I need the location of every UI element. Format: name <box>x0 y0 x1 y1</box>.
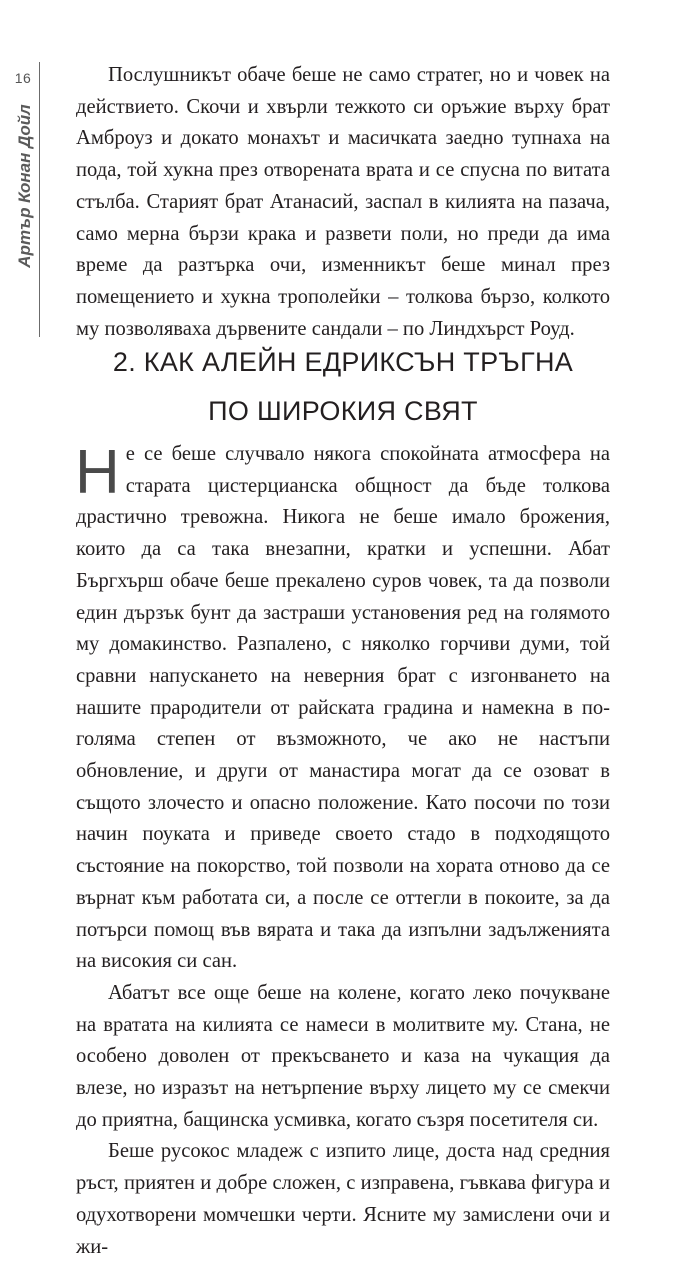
chapter-title-line-1: 2. КАК АЛЕЙН ЕДРИКСЪН ТРЪГНА <box>112 347 574 377</box>
paragraph-first <box>76 439 610 978</box>
drop-cap: Н <box>75 438 120 507</box>
paragraph: Абатът все още беше на колене, когато леко почукване на вратата на килията се намеси в молитвите му. Стана, не особено доволен от прекъсването и каза на чукащия да влезе, но изразът на нетърпение върху лицето му се смекчи до приятна, бащинска усмивка, когато съзря посетителя си. <box>76 981 610 1131</box>
page-number: 16 <box>14 70 32 86</box>
margin-rule <box>39 62 40 337</box>
text-block-body <box>76 439 610 1263</box>
chapter-title-line-2: ПО ШИРОКИЯ СВЯТ <box>208 396 478 426</box>
running-head-author: Артър Конан Дойл <box>15 104 34 268</box>
chapter-title <box>76 338 610 436</box>
text-block-top <box>76 60 610 345</box>
paragraph-first-text: е се беше случвало някога спокойната атмосфера на старата цистерцианска общност да бъде толкова драстично тревожна. Никога не беше имало брожения, които да са така внезапни, кратки и успешни. Абат Бъргхърш обаче беше прекалено суров човек, та да позволи един дързък бунт да застраши установения ред на голямото му домакинство. Разпалено, с няколко горчиви думи, той сравни напускането на неверния брат с изгонването на нашите прародители от райската градина и намекна в по-голяма степен от възможното, че ако не настъпи обновление, и други от манастира могат да се озоват в същото злочесто и опасно положение. Като посочи по този начин поуката и приведе своето стадо в подходящото състояние на покорство, той позволи на хората отново да се върнат към работата си, а после се оттегли в покоите, за да потърси помощ във вярата и така да изпълни задълженията на високия си сан. <box>76 443 610 973</box>
paragraph: Послушникът обаче беше не само стратег, но и човек на действието. Скочи и хвърли тежкото си оръжие върху брат Амброуз и докато монахът и масичката заедно тупнаха на пода, той хукна през отворената врата и се спусна по витата стълба. Старият брат Атанасий, заспал в килията на пазача, само мерна бързи крака и развети поли, но преди да има време да разтърка очи, изменникът беше минал през помещението и хукна трополейки – толкова бързо, колкото му позволяваха дървените сандали – по Линдхърст Роуд. <box>76 64 610 340</box>
paragraph: Беше русокос младеж с изпито лице, доста над средния ръст, приятен и добре сложен, с изправена, гъвкава фигура и одухотворени момчешки черти. Ясните му замислени очи и жи- <box>76 1140 610 1258</box>
